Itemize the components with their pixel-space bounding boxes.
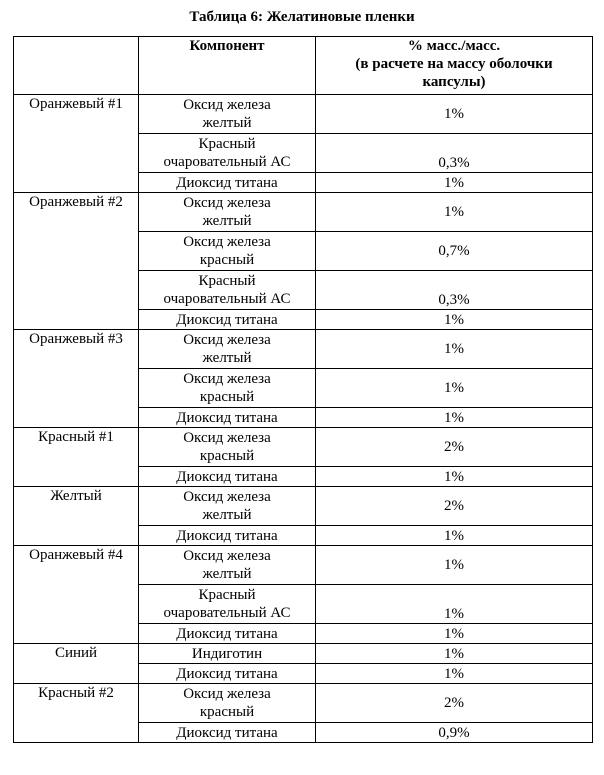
value-cell: 1% (316, 526, 593, 546)
component-cell (139, 624, 316, 644)
component-line: Красный (198, 587, 256, 603)
component-line: очаровательный АС (163, 291, 291, 307)
component-cell (139, 193, 316, 232)
table-row (14, 546, 593, 585)
component-line: желтый (202, 566, 252, 582)
value-cell: 0,3% (316, 271, 593, 310)
table-row (14, 644, 593, 664)
value-cell: 1% (316, 173, 593, 193)
table-row (14, 684, 593, 723)
group-name: Красный #1 (14, 428, 139, 487)
component-cell (139, 173, 316, 193)
table-title: Таблица 6: Желатиновые пленки (189, 9, 415, 25)
value-cell: 1% (316, 330, 593, 369)
value-cell: 0,3% (316, 134, 593, 173)
component-line: очаровательный АС (163, 605, 291, 621)
component-line: Оксид железа (183, 332, 271, 348)
table-row (14, 95, 593, 134)
component-line: Диоксид титана (176, 724, 278, 741)
group-name: Желтый (14, 487, 139, 546)
component-cell (139, 467, 316, 487)
header-percent-line2: (в расчете на массу оболочки (355, 56, 553, 72)
component-line: Оксид железа (183, 686, 271, 702)
component-line: желтый (202, 115, 252, 131)
component-line: Диоксид титана (176, 625, 278, 642)
component-cell (139, 723, 316, 743)
value-cell: 1% (316, 467, 593, 487)
component-cell (139, 408, 316, 428)
group-name: Синий (14, 644, 139, 684)
value-cell: 1% (316, 546, 593, 585)
table-row (14, 330, 593, 369)
component-line: Оксид железа (183, 97, 271, 113)
component-line: Оксид железа (183, 489, 271, 505)
component-line: желтый (202, 213, 252, 229)
component-line: Индиготин (191, 645, 263, 662)
group-name: Оранжевый #1 (14, 95, 139, 193)
value-cell: 1% (316, 95, 593, 134)
component-line: Оксид железа (183, 430, 271, 446)
component-cell (139, 310, 316, 330)
component-cell (139, 487, 316, 526)
component-line: очаровательный АС (163, 154, 291, 170)
component-cell (139, 134, 316, 173)
component-line: Диоксид титана (176, 527, 278, 544)
component-line: Оксид железа (183, 548, 271, 564)
component-line: красный (199, 389, 255, 405)
component-line: красный (199, 448, 255, 464)
value-cell: 1% (316, 310, 593, 330)
component-line: Диоксид титана (176, 174, 278, 191)
component-cell (139, 369, 316, 408)
component-line: Диоксид титана (176, 468, 278, 485)
component-line: желтый (202, 507, 252, 523)
component-cell (139, 330, 316, 369)
component-line: Диоксид титана (176, 311, 278, 328)
header-percent (316, 37, 593, 95)
value-cell: 1% (316, 369, 593, 408)
component-cell (139, 271, 316, 310)
table-header-row (14, 37, 593, 95)
group-name: Оранжевый #2 (14, 193, 139, 330)
value-cell: 1% (316, 585, 593, 624)
table-row (14, 428, 593, 467)
gelatin-films-table (13, 36, 593, 743)
table-row (14, 193, 593, 232)
component-line: Красный (198, 273, 256, 289)
component-line: Оксид железа (183, 195, 271, 211)
group-name: Оранжевый #4 (14, 546, 139, 644)
value-cell: 1% (316, 664, 593, 684)
component-line: Диоксид титана (176, 409, 278, 426)
table-body (14, 95, 593, 743)
component-cell (139, 428, 316, 467)
component-cell (139, 684, 316, 723)
group-name: Оранжевый #3 (14, 330, 139, 428)
header-color-cell (14, 37, 139, 95)
value-cell: 2% (316, 684, 593, 723)
component-cell (139, 232, 316, 271)
component-line: Диоксид титана (176, 665, 278, 682)
value-cell: 0,7% (316, 232, 593, 271)
component-cell (139, 95, 316, 134)
table-row (14, 487, 593, 526)
component-cell (139, 526, 316, 546)
value-cell: 1% (316, 624, 593, 644)
header-percent-line3: капсулы) (422, 74, 486, 90)
header-percent-line1: % масс./масс. (407, 38, 501, 54)
component-cell (139, 664, 316, 684)
value-cell: 1% (316, 408, 593, 428)
component-line: красный (199, 704, 255, 720)
component-line: Оксид железа (183, 371, 271, 387)
value-cell: 0,9% (316, 723, 593, 743)
value-cell: 2% (316, 487, 593, 526)
component-cell (139, 644, 316, 664)
header-component: Компонент (139, 37, 316, 95)
component-line: красный (199, 252, 255, 268)
value-cell: 2% (316, 428, 593, 467)
value-cell: 1% (316, 644, 593, 664)
component-cell (139, 585, 316, 624)
component-line: желтый (202, 350, 252, 366)
component-cell (139, 546, 316, 585)
component-line: Красный (198, 136, 256, 152)
group-name: Красный #2 (14, 684, 139, 743)
component-line: Оксид железа (183, 234, 271, 250)
value-cell: 1% (316, 193, 593, 232)
